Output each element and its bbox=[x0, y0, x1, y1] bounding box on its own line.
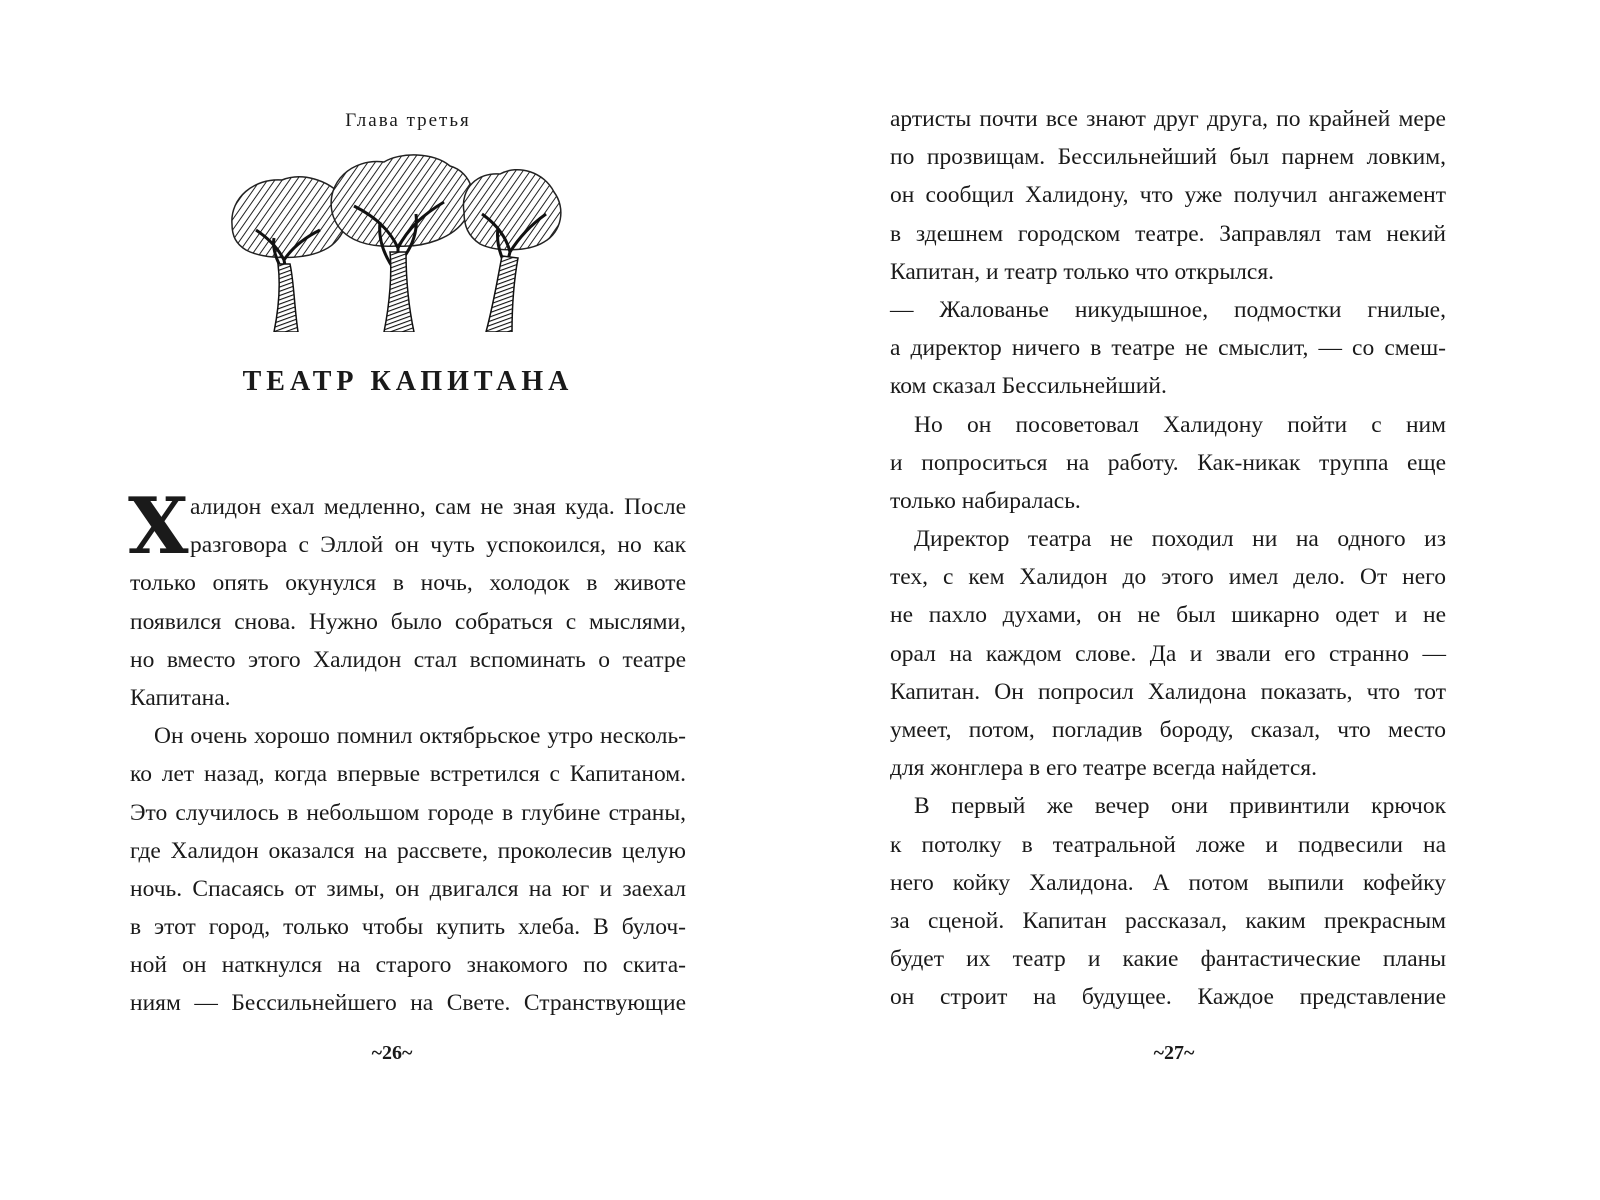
text-line: тех, с кем Халидон до этого имел дело. От него bbox=[890, 564, 1446, 591]
text-line: в здешнем городском театре. Заправлял там некий bbox=[890, 220, 1446, 247]
text-line: алидон ехал медленно, сам не зная куда. После bbox=[190, 494, 686, 520]
chapter-title: ТЕАТР КАПИТАНА bbox=[242, 366, 574, 397]
text-line: Он очень хорошо помнил октябрьское утро несколь- bbox=[154, 723, 686, 750]
text-line: где Халидон оказался на рассвете, проколесив целую bbox=[130, 837, 686, 864]
text-line: только опять окунулся в ночь, холодок в животе bbox=[130, 570, 686, 597]
text-line: Директор театра не походил ни на одного из bbox=[914, 526, 1446, 553]
text-line: за сценой. Капитан рассказал, каким прекрасным bbox=[890, 907, 1446, 934]
text-line: артисты почти все знают друг друга, по крайней мере bbox=[890, 106, 1446, 132]
text-line: но вместо этого Халидон стал вспоминать о театре bbox=[130, 646, 686, 673]
text-line: ко лет назад, когда впервые встретился с Капитаном. bbox=[130, 761, 686, 788]
left-page-text bbox=[128, 481, 686, 1023]
text-line: него койку Халидона. А потом выпили кофейку bbox=[890, 869, 1446, 896]
text-line: — Жалованье никудышное, подмостки гнилые, bbox=[890, 296, 1446, 323]
page-number: ~27~ bbox=[1153, 1042, 1195, 1064]
text-line: ниям — Бессильнейшего на Свете. Странствующие bbox=[130, 990, 686, 1017]
drop-cap: Х bbox=[128, 481, 189, 572]
text-line: ночь. Спасаясь от зимы, он двигался на юг и заехал bbox=[130, 875, 686, 902]
text-line: умеет, потом, погладив бороду, сказал, что место bbox=[890, 717, 1446, 743]
text-line: он строит на будущее. Каждое представление bbox=[890, 984, 1446, 1011]
text-line: В первый же вечер они привинтили крючок bbox=[914, 793, 1446, 820]
text-line: будет их театр и какие фантастические планы bbox=[890, 946, 1446, 973]
tree-middle bbox=[331, 155, 473, 332]
text-line: только набиралась. bbox=[890, 487, 1081, 514]
text-line: Капитан. Он попросил Халидона показать, что тот bbox=[890, 678, 1446, 705]
text-line: ной он наткнулся на старого знакомого по скита- bbox=[130, 952, 686, 979]
right-page bbox=[800, 0, 1600, 1200]
text-line: а директор ничего в театре не смыслит, — со смеш- bbox=[890, 335, 1446, 362]
tree-left bbox=[232, 177, 348, 332]
text-line: Но он посоветовал Халидону пойти с ним bbox=[914, 411, 1446, 438]
text-line: и попроситься на работу. Как-никак труппа еще bbox=[890, 449, 1446, 476]
text-line: разговора с Эллой он чуть успокоился, но как bbox=[190, 532, 686, 559]
text-line: появился снова. Нужно было собраться с мыслями, bbox=[130, 608, 686, 635]
trees-illustration bbox=[228, 152, 568, 332]
text-line: он сообщил Халидону, что уже получил ангажемент bbox=[890, 182, 1446, 209]
text-line: орал на каждом слове. Да и звали его странно — bbox=[890, 640, 1446, 667]
text-line: Капитан, и театр только что открылся. bbox=[890, 258, 1274, 285]
text-line: для жонглера в его театре всегда найдется. bbox=[890, 755, 1317, 782]
tree-right bbox=[463, 170, 560, 332]
text-line: в этот город, только чтобы купить хлеба. В булоч- bbox=[130, 914, 686, 941]
page-number: ~26~ bbox=[371, 1042, 413, 1064]
text-line: по прозвищам. Бессильнейший был парнем ловким, bbox=[890, 144, 1446, 171]
text-line: Капитана. bbox=[130, 684, 231, 711]
text-line: не пахло духами, он не был шикарно одет и не bbox=[890, 602, 1446, 629]
right-page-text bbox=[890, 100, 1446, 1017]
text-line: ком сказал Бессильнейший. bbox=[890, 373, 1167, 400]
text-line: к потолку в театральной ложе и подвесили на bbox=[890, 831, 1446, 858]
text-line: Это случилось в небольшом городе в глубине страны, bbox=[130, 799, 686, 826]
chapter-label: Глава третья bbox=[345, 110, 471, 131]
